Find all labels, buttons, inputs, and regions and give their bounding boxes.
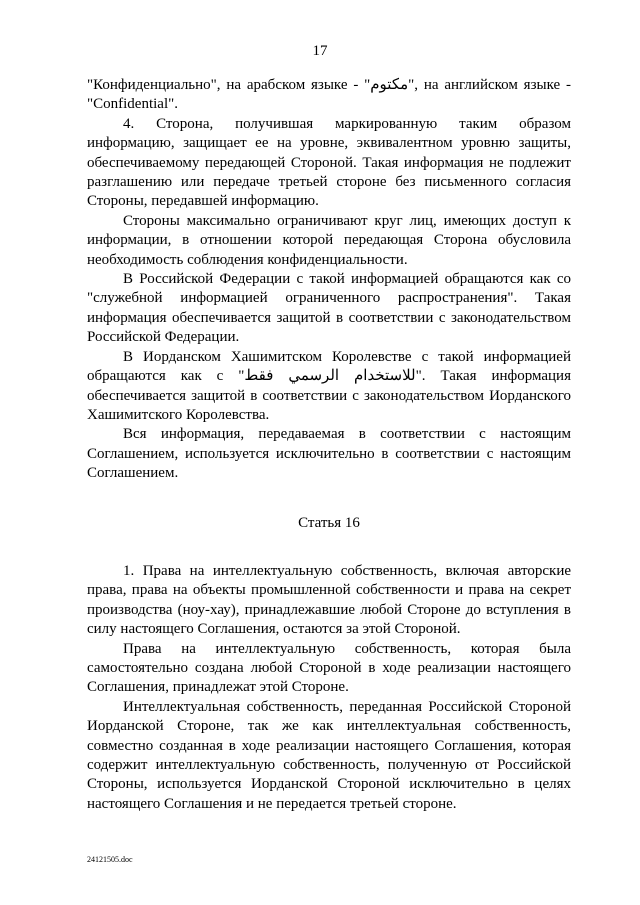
paragraph-ip-transferred: Интеллектуальная собственность, переданная Российской Стороной Иорданской Стороне, так же как интеллектуальная собственность, совместно созданная в ходе реализации настоящего Соглашения, которая содержит интеллектуальную собственность, полученную от Российской Стороны, используется Иорданской Стороной исключительно в целях настоящего Соглашения и не передается третьей стороне. [87,698,571,812]
paragraph-confidential-labels [87,76,571,115]
paragraph-text: "Конфиденциально", на арабском языке - " [87,77,371,93]
paragraph-info-usage: Вся информация, передаваемая в соответствии с настоящим Соглашением, используется исключительно в соответствии с настоящим Соглашением. [87,426,571,482]
document-filename: 24121505.doc [87,855,133,864]
paragraph-ip-own-creation: Права на интеллектуальную собственность, которая была самостоятельно создана любой Стороной в ходе реализации настоящего Соглашения, принадлежат этой Стороне. [87,640,571,696]
paragraph-clause-4: 4. Сторона, получившая маркированную таким образом информацию, защищает ее на уровне, эквивалентном уровню защиты, обеспечиваемому передающей Стороной. Такая информация не подлежит разглашению или передаче третьей стороне без письменного согласия Стороны, передавшей информацию. [87,115,571,210]
page-number: 17 [312,43,328,59]
paragraph-access-restriction: Стороны максимально ограничивают круг лиц, имеющих доступ к информации, в отношении которой передающая Сторона обусловила необходимость соблюдения конфиденциальности. [87,212,571,268]
body-text [87,76,571,814]
paragraph-jordan [87,348,571,426]
paragraph-russian-federation: В Российской Федерации с такой информацией обращаются как со "служебной информацией ограниченного распространения". Такая информация обеспечивается защитой в соответствии с законодательством Российской Федерации. [87,271,571,346]
arabic-text: للاستخدام الرسمي فقط [244,368,416,385]
paragraph-text: ", на английском языке - "Confidential". [87,77,571,113]
paragraph-article-16-clause-1: 1. Права на интеллектуальную собственность, включая авторские права, права на объекты промышленной собственности и права на секрет производства (ноу-хау), принадлежавшие любой Стороне до вступления в силу настоящего Соглашения, остаются за этой Стороной. [87,562,571,638]
article-heading: Статья 16 [298,514,360,531]
paragraph-text: В Иорданском Хашимитском Королевстве с такой информацией обращаются как с " [87,348,571,385]
arabic-text: مكتوم [370,77,409,93]
paragraph-text: ". Такая информация обеспечивается защитой в соответствии с законодательством Иорданского Хашимитского Королевства. [87,368,571,423]
